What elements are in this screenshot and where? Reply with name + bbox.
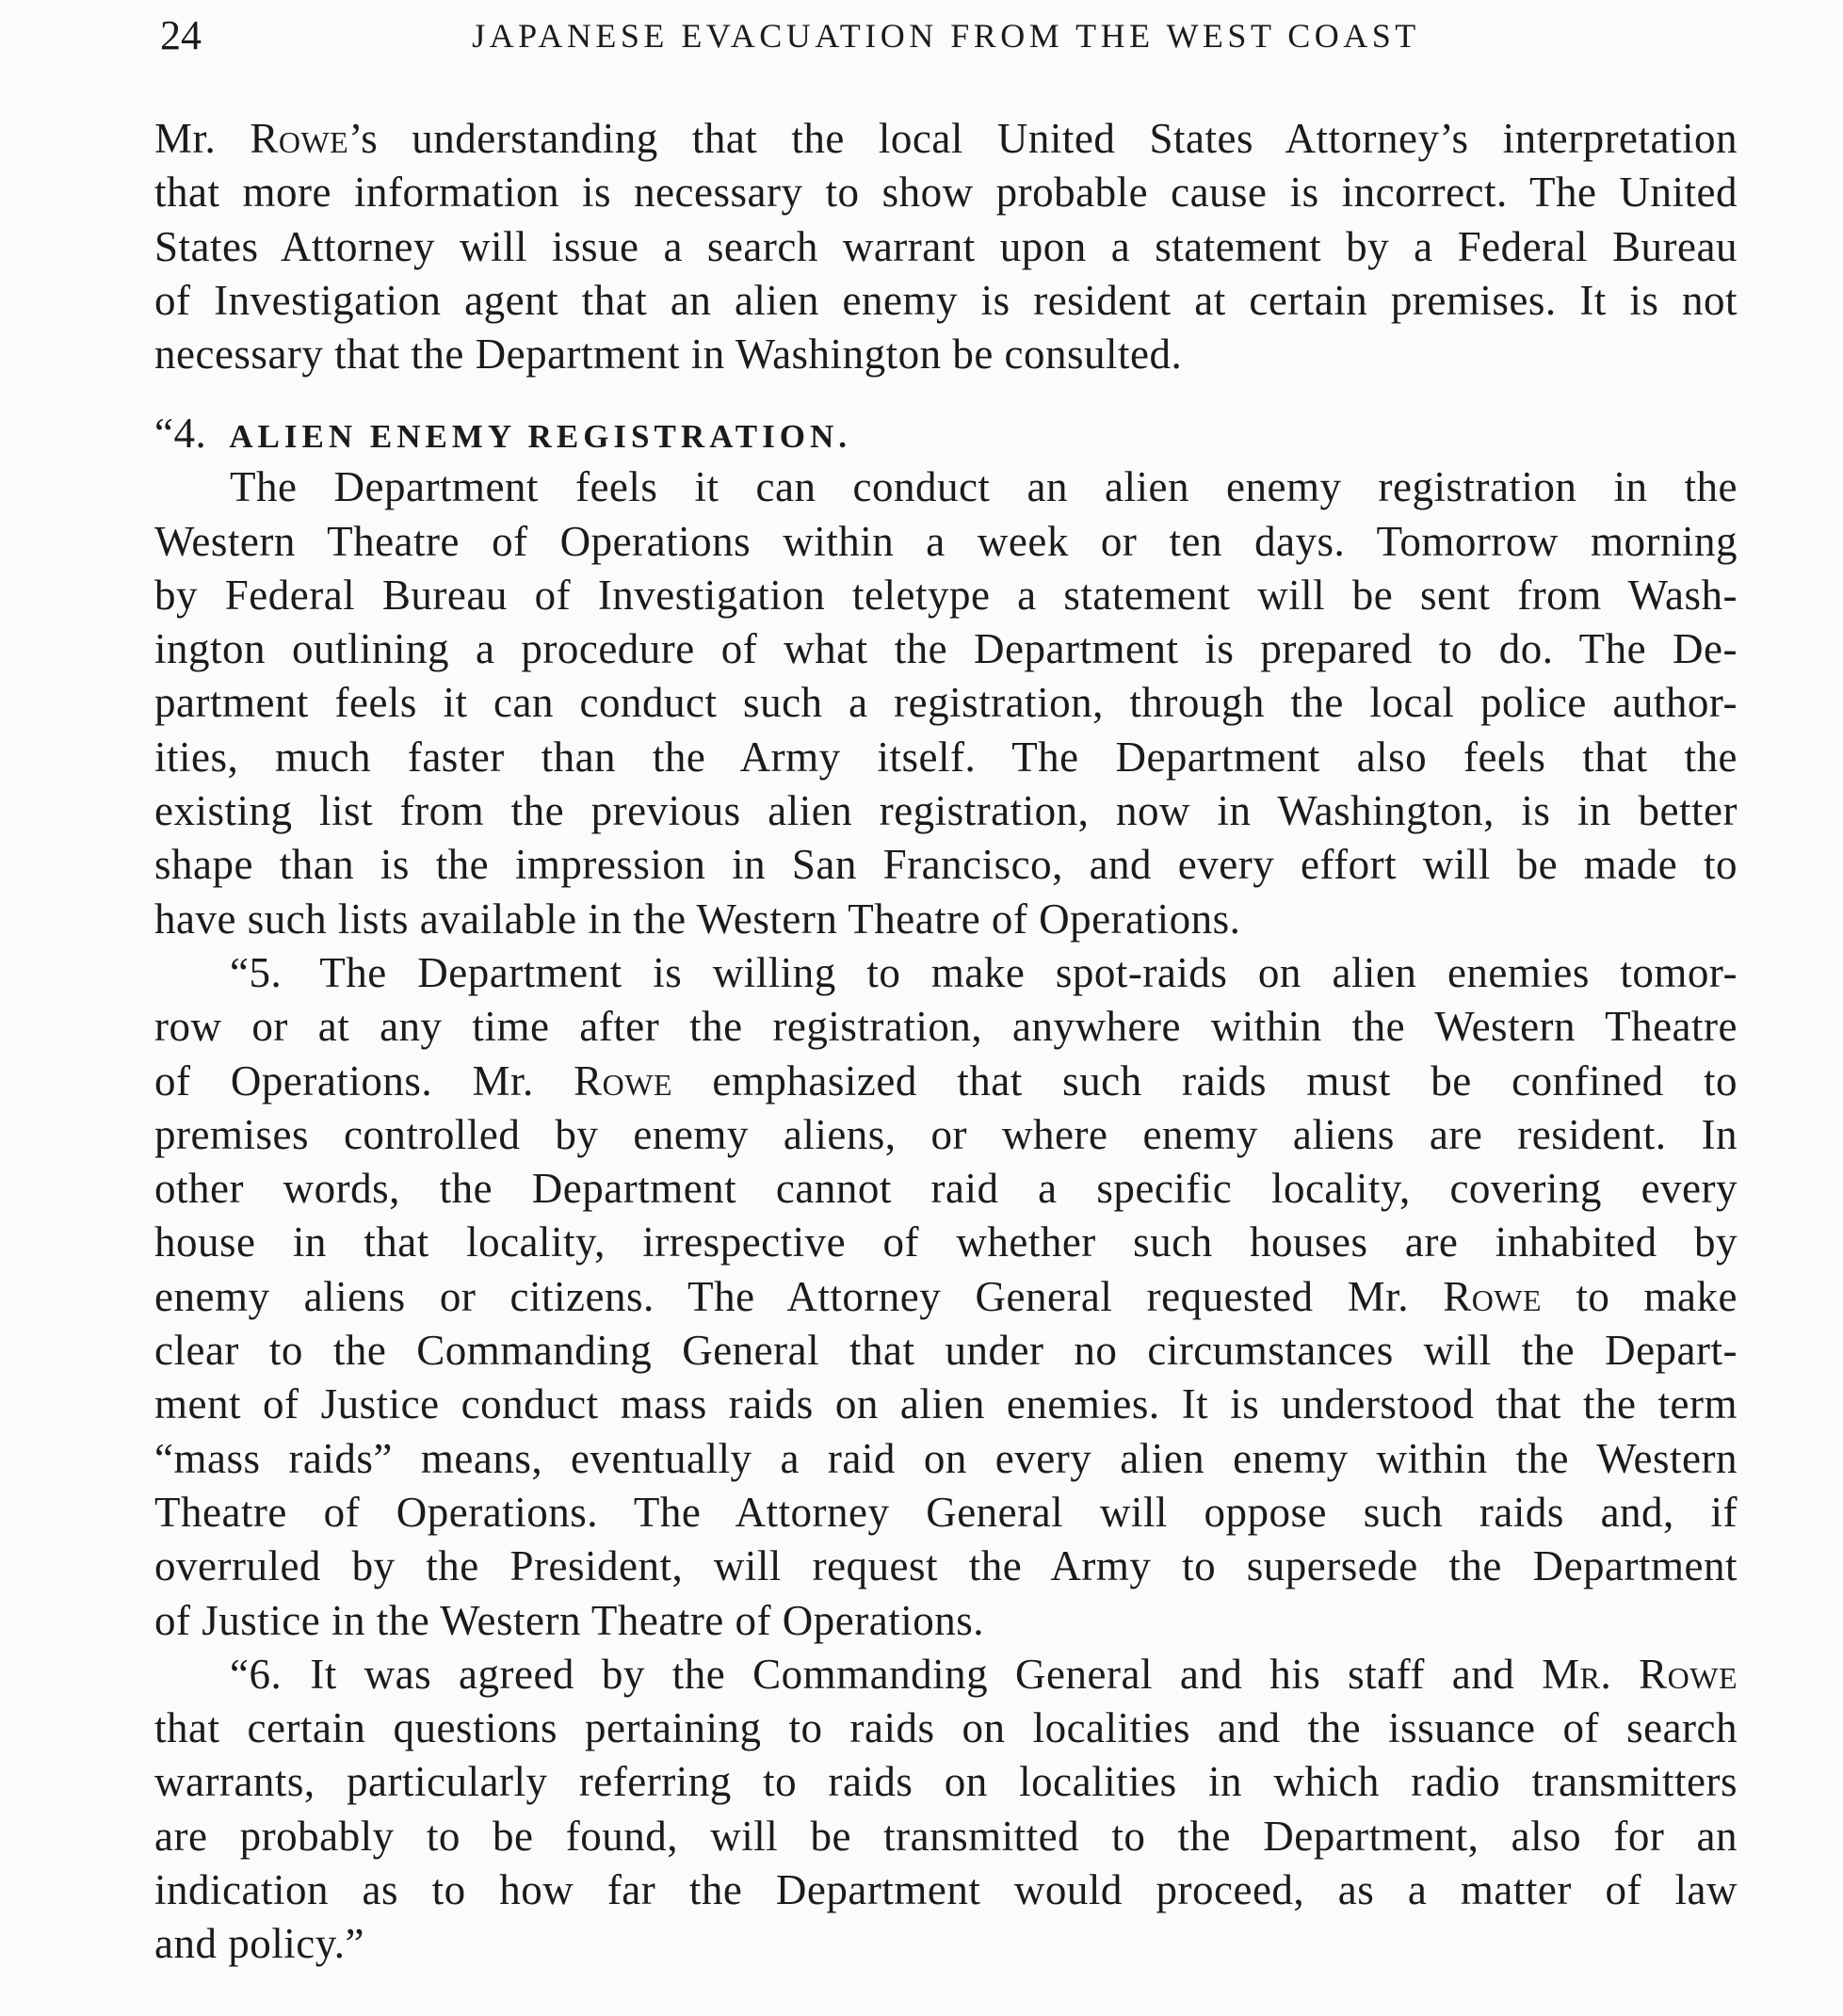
text-line (154, 112, 1738, 166)
text-line: of Investigation agent that an alien enemy is resident at certain premises. It is not (154, 276, 1738, 324)
item-number: “5. (230, 948, 283, 996)
small-caps-name: Rowe (1443, 1272, 1543, 1320)
text-line: “mass raids” means, eventually a raid on every alien enemy within the Western (154, 1434, 1738, 1482)
text-line: necessary that the Department in Washington be consulted. (154, 331, 1183, 379)
text-line: Theatre of Operations. The Attorney General will oppose such raids and, if (154, 1488, 1738, 1536)
line-text: The Department is willing to make spot-raids on alien enemies tomor- (319, 948, 1738, 996)
line-text: Mr. (154, 115, 251, 162)
item-number: “6. (230, 1650, 283, 1698)
line-text: ’s understanding that the local United States Attorney’s interpretation (348, 115, 1738, 162)
line-text: It was agreed by the Commanding General and his staff and (310, 1650, 1543, 1698)
text-line: ities, much faster than the Army itself. The Department also feels that the (154, 733, 1738, 781)
text-line: States Attorney will issue a search warrant upon a statement by a Federal Bureau (154, 222, 1738, 270)
page-number: 24 (160, 12, 202, 58)
text-line: and policy.” (154, 1920, 365, 1968)
small-caps-name: Mr. Rowe (1542, 1650, 1738, 1698)
text-line: Western Theatre of Operations within a week or ten days. Tomorrow morning (154, 517, 1738, 565)
text-line (154, 1648, 1738, 1702)
paragraph-continuation (154, 112, 1738, 381)
text-line: that more information is necessary to show probable cause is incorrect. The United (154, 169, 1738, 217)
small-caps-name: Rowe (250, 115, 349, 162)
text-line: ment of Justice conduct mass raids on alien enemies. It is understood that the term (154, 1380, 1738, 1428)
text-line: ington outlining a procedure of what the Department is prepared to do. The De- (154, 625, 1738, 673)
text-line (154, 1055, 1738, 1108)
heading-title: ALIEN ENEMY REGISTRATION. (229, 418, 852, 455)
text-line: that certain questions pertaining to raids on localities and the issuance of search (154, 1704, 1738, 1752)
small-caps-name: Rowe (574, 1056, 673, 1105)
text-line: partment feels it can conduct such a registration, through the local police author- (154, 679, 1738, 727)
text-line: warrants, particularly referring to raids on localities in which radio transmitters (154, 1758, 1738, 1806)
running-head: JAPANESE EVACUATION FROM THE WEST COAST (472, 17, 1420, 55)
text-line: row or at any time after the registration, anywhere within the Western Theatre (154, 1003, 1738, 1051)
text-line: existing list from the previous alien registration, now in Washington, is in better (154, 787, 1738, 835)
text-line: clear to the Commanding General that under no circumstances will the Depart- (154, 1327, 1738, 1375)
text-line: have such lists available in the Western Theatre of Operations. (154, 895, 1241, 943)
paragraph-item-6 (154, 1648, 1738, 1972)
text-line: are probably to be found, will be transmitted to the Department, also for an (154, 1812, 1738, 1860)
text-line: of Justice in the Western Theatre of Operations. (154, 1596, 984, 1644)
line-text: to make (1542, 1272, 1738, 1320)
text-line (154, 946, 1738, 1000)
line-text: emphasized that such raids must be confined to (672, 1056, 1738, 1105)
text-line: premises controlled by enemy aliens, or where enemy aliens are resident. In (154, 1110, 1738, 1158)
text-line: The Department feels it can conduct an alien enemy registration in the (230, 463, 1738, 511)
text-line: by Federal Bureau of Investigation teletype a statement will be sent from Wash- (154, 571, 1738, 619)
paragraph-item-4 (154, 460, 1738, 946)
text-line (154, 1270, 1738, 1324)
main-text (154, 407, 1738, 1972)
section-heading (154, 407, 1738, 460)
line-text: of Operations. Mr. (154, 1056, 574, 1105)
heading-number: “4. (154, 410, 207, 457)
paragraph-item-5 (154, 946, 1738, 1648)
text-line: other words, the Department cannot raid a specific locality, covering every (154, 1165, 1738, 1213)
text-line: shape than is the impression in San Francisco, and every effort will be made to (154, 841, 1738, 889)
text-line: indication as to how far the Department would proceed, as a matter of law (154, 1866, 1738, 1914)
line-text: enemy aliens or citizens. The Attorney General requested Mr. (154, 1272, 1444, 1320)
text-line: house in that locality, irrespective of whether such houses are inhabited by (154, 1218, 1738, 1266)
text-line: overruled by the President, will request the Army to supersede the Department (154, 1542, 1738, 1590)
